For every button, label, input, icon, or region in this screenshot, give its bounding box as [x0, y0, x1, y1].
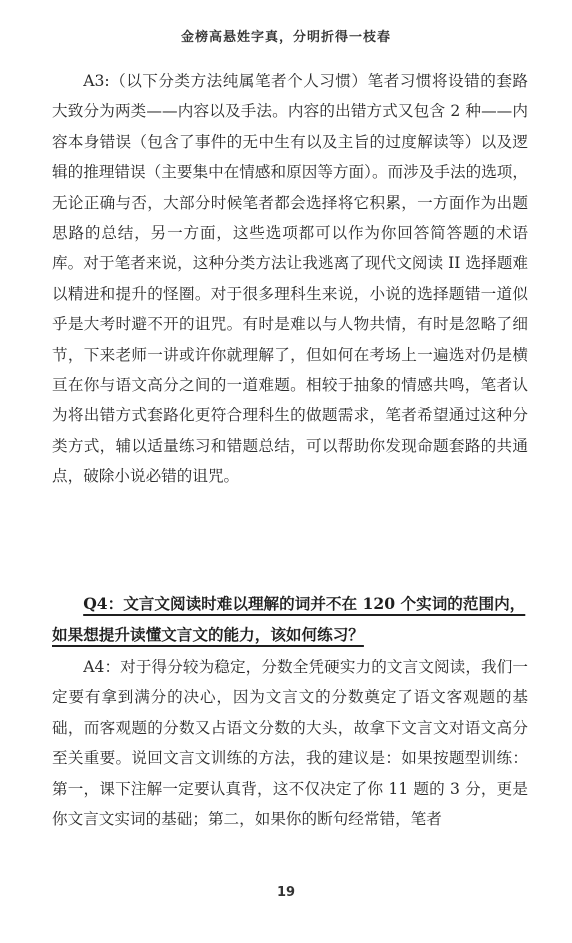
page-header-title: 金榜高悬姓字真，分明折得一枝春	[180, 30, 391, 45]
question-q4-line-2: 如果想提升读懂文言文的能力，该如何练习？	[52, 625, 364, 644]
answer-a3-paragraph	[52, 66, 528, 492]
answer-a3-text: A3:（以下分类方法纯属笔者个人习惯）笔者习惯将设错的套路大致分为两类——内容以及手法。内容的出错方式又包含 2 种——内容本身错误（包含了事件的无中生有以及主旨的过度解读等）以及逻辑的推理错误（主要集中在情感和原因等方面）。而涉及手法的选项，无论正确与否，大部分时候笔者都会选择将它积累，一方面作为出题思路的总结，另一方面，这些选项都可以作为你回答简答题的术语库。对于笔者来说，这种分类方法让我逃离了现代文阅读 II 选择题难以精进和提升的怪圈。对于很多理科生来说，小说的选择题错一道似乎是大考时避不开的诅咒。有时是难以与人物共情，有时是忽略了细节，下来老师一讲或许你就理解了，但如何在考场上一遍选对仍是横亘在你与语文高分之间的一道难题。相较于抽象的情感共鸣，笔者认为将出错方式套路化更符合理科生的做题需求，笔者希望通过这种分类方式，辅以适量练习和错题总结，可以帮助你发现命题套路的共通点，破除小说必错的诅咒。	[52, 72, 528, 486]
answer-a4-text: A4：对于得分较为稳定，分数全凭硬实力的文言文阅读，我们一定要有拿到满分的决心，因为文言文的分数奠定了语文客观题的基础，而客观题的分数又占语文分数的大头，故拿下文言文对语文高分至关重要。说回文言文训练的方法，我的建议是：如果按题型训练：第一，课下注解一定要认真背，这不仅决定了你 11 题的 3 分，更是你文言文实词的基础；第二，如果你的断句经常错，笔者	[52, 658, 528, 829]
question-q4-line-1: Q4：文言文阅读时难以理解的词并不在 120 个实词的范围内，	[83, 594, 526, 613]
page-number: 19	[276, 885, 296, 900]
answer-a4-paragraph	[52, 652, 528, 834]
question-q4	[52, 588, 528, 650]
